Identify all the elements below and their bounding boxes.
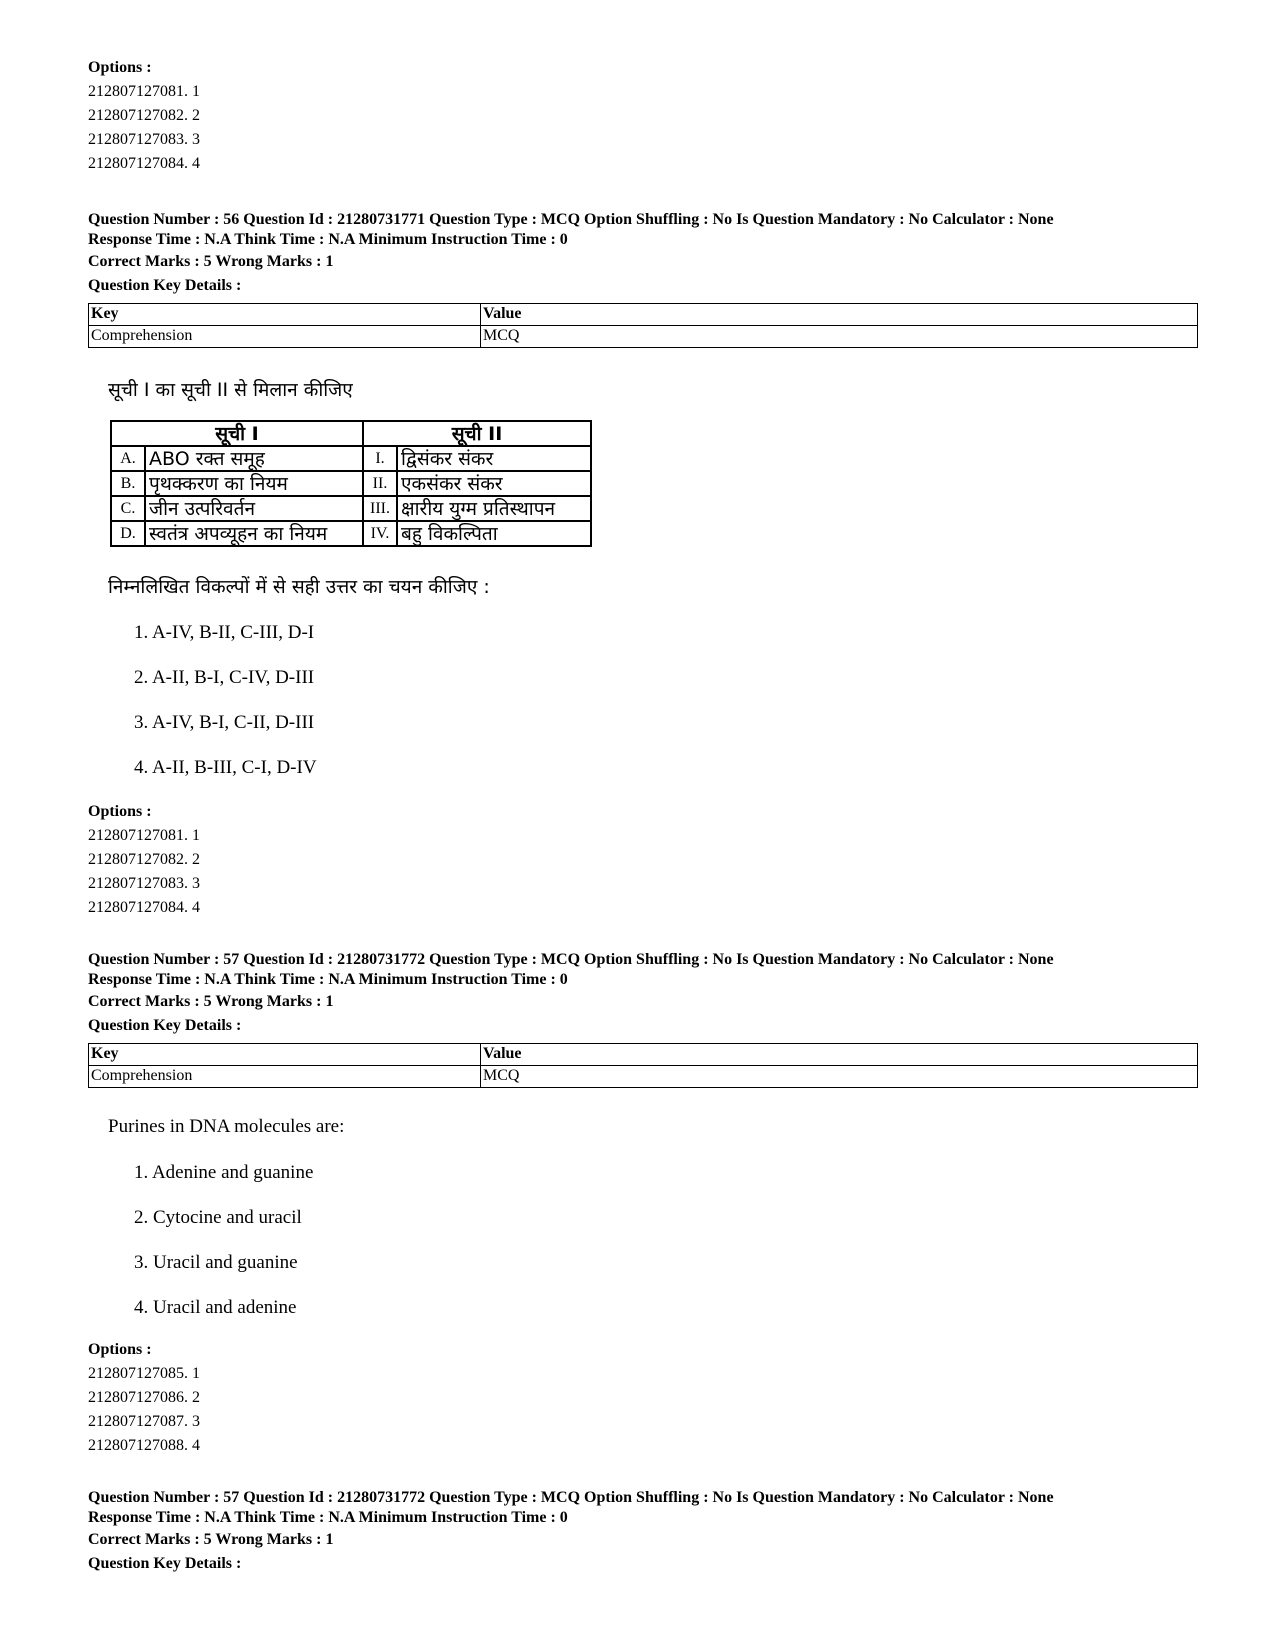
- response-time: Response Time : N.A Think Time : N.A Minimum Instruction Time : 0: [88, 231, 568, 248]
- choice-3: 3. Uracil and guanine: [134, 1252, 298, 1273]
- value-header: Value: [481, 1044, 1198, 1066]
- question-57b-header: [88, 1488, 1198, 1576]
- option-item: 212807127085. 1: [88, 1365, 200, 1382]
- marks: Correct Marks : 5 Wrong Marks : 1: [88, 253, 334, 270]
- choice-1: 1. A-IV, B-II, C-III, D-I: [134, 622, 315, 643]
- list-1-item: स्वतंत्र अपव्यूहन का नियम: [145, 521, 363, 546]
- question-header: Question Number : 57 Question Id : 21280731772 Question Type : MCQ Option Shuffling : No Is Question Mandatory : No Calculator : None: [88, 1489, 1054, 1506]
- option-item: 212807127082. 2: [88, 851, 200, 868]
- match-row: [111, 496, 591, 521]
- response-time: Response Time : N.A Think Time : N.A Minimum Instruction Time : 0: [88, 971, 568, 988]
- option-item: 212807127084. 4: [88, 899, 200, 916]
- question-header: Question Number : 57 Question Id : 21280731772 Question Type : MCQ Option Shuffling : No Is Question Mandatory : No Calculator : None: [88, 951, 1054, 968]
- choice-1: 1. Adenine and guanine: [134, 1162, 314, 1183]
- question-text: Purines in DNA molecules are:: [108, 1116, 345, 1137]
- key-header: Key: [89, 304, 481, 326]
- row-letter: D.: [111, 521, 145, 546]
- choice-4: 4. A-II, B-III, C-I, D-IV: [134, 757, 317, 778]
- list-2-header: सूची II: [363, 421, 591, 446]
- option-item: 212807127083. 3: [88, 131, 200, 148]
- option-item: 212807127088. 4: [88, 1437, 200, 1454]
- choice-3: 3. A-IV, B-I, C-II, D-III: [134, 712, 315, 733]
- value-cell: MCQ: [481, 1066, 1198, 1088]
- key-cell: Comprehension: [89, 326, 481, 348]
- response-time: Response Time : N.A Think Time : N.A Minimum Instruction Time : 0: [88, 1509, 568, 1526]
- options-label: Options :: [88, 1341, 152, 1358]
- list-2-item: बहु विकल्पिता: [397, 521, 591, 546]
- instruction-text: निम्नलिखित विकल्पों में से सही उत्तर का चयन कीजिए :: [108, 576, 490, 598]
- key-cell: Comprehension: [89, 1066, 481, 1088]
- key-details-label: Question Key Details :: [88, 277, 242, 294]
- match-row: [111, 521, 591, 546]
- option-item: 212807127081. 1: [88, 83, 200, 100]
- row-numeral: I.: [363, 446, 397, 471]
- question-57-header: [88, 950, 1198, 1038]
- match-row: [111, 471, 591, 496]
- value-header: Value: [481, 304, 1198, 326]
- match-table: [110, 420, 592, 547]
- key-value-table: [88, 1043, 1198, 1088]
- option-item: 212807127084. 4: [88, 155, 200, 172]
- list-1-item: जीन उत्परिवर्तन: [145, 496, 363, 521]
- question-header: Question Number : 56 Question Id : 21280731771 Question Type : MCQ Option Shuffling : No Is Question Mandatory : No Calculator : None: [88, 211, 1054, 228]
- key-header: Key: [89, 1044, 481, 1066]
- choice-2: 2. A-II, B-I, C-IV, D-III: [134, 667, 315, 688]
- row-letter: A.: [111, 446, 145, 471]
- options-label: Options :: [88, 59, 152, 76]
- value-cell: MCQ: [481, 326, 1198, 348]
- list-2-item: क्षारीय युग्म प्रतिस्थापन: [397, 496, 591, 521]
- marks: Correct Marks : 5 Wrong Marks : 1: [88, 1531, 334, 1548]
- list-1-header: सूची I: [111, 421, 363, 446]
- q57-options: [88, 1338, 1198, 1458]
- option-item: 212807127081. 1: [88, 827, 200, 844]
- q56-options: [88, 800, 1198, 920]
- option-item: 212807127087. 3: [88, 1413, 200, 1430]
- list-2-item: एकसंकर संकर: [397, 471, 591, 496]
- row-letter: B.: [111, 471, 145, 496]
- match-row: [111, 446, 591, 471]
- list-1-item: ABO रक्त समूह: [145, 446, 363, 471]
- key-details-label: Question Key Details :: [88, 1555, 242, 1572]
- option-item: 212807127083. 3: [88, 875, 200, 892]
- top-options: [88, 56, 1198, 176]
- list-1-item: पृथक्करण का नियम: [145, 471, 363, 496]
- row-numeral: III.: [363, 496, 397, 521]
- marks: Correct Marks : 5 Wrong Marks : 1: [88, 993, 334, 1010]
- option-item: 212807127082. 2: [88, 107, 200, 124]
- options-label: Options :: [88, 803, 152, 820]
- question-text: सूची I का सूची II से मिलान कीजिए: [108, 379, 353, 401]
- question-56-header: [88, 210, 1198, 298]
- choice-2: 2. Cytocine and uracil: [134, 1207, 302, 1228]
- row-numeral: IV.: [363, 521, 397, 546]
- choice-4: 4. Uracil and adenine: [134, 1297, 297, 1318]
- option-item: 212807127086. 2: [88, 1389, 200, 1406]
- key-value-table: [88, 303, 1198, 348]
- row-letter: C.: [111, 496, 145, 521]
- list-2-item: द्विसंकर संकर: [397, 446, 591, 471]
- key-details-label: Question Key Details :: [88, 1017, 242, 1034]
- row-numeral: II.: [363, 471, 397, 496]
